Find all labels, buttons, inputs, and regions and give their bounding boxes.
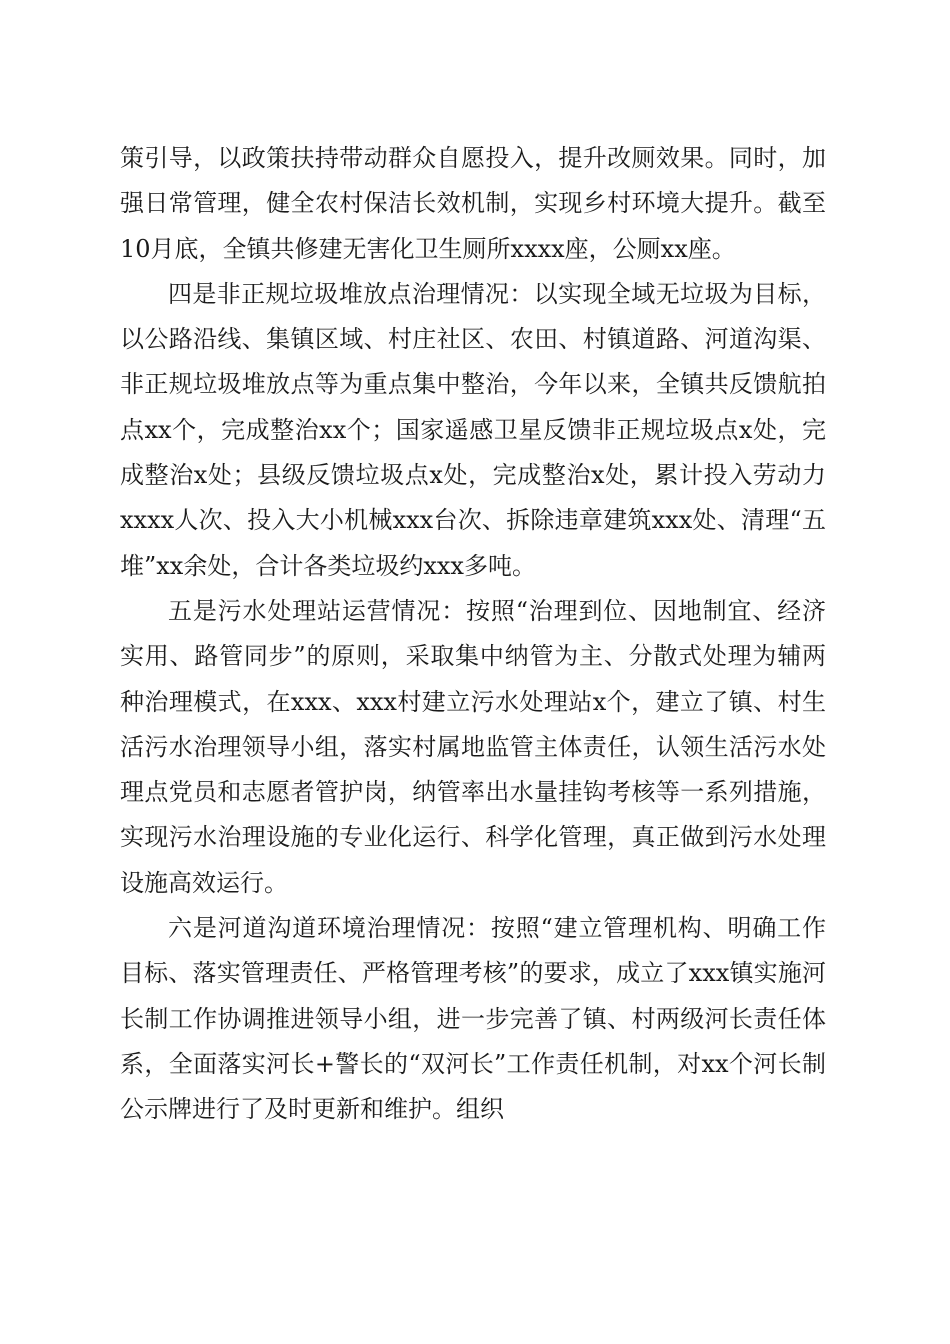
paragraph-garbage-sites: 四是非正规垃圾堆放点治理情况：以实现全域无垃圾为目标，以公路沿线、集镇区域、村庄社区、农田、村镇道路、河道沟渠、非正规垃圾堆放点等为重点集中整治，今年以来，全镇共反馈航拍点xx个，完成整治xx个；国家遥感卫星反馈非正规垃圾点x处，完成整治x处；县级反馈垃圾点x处，完成整治x处，累计投入劳动力xxxx人次、投入大小机械xxx台次、拆除违章建筑xxx处、清理“五堆”xx余处，合计各类垃圾约xxx多吨。: [120, 279, 826, 580]
document-body: [120, 136, 826, 1133]
paragraph-continuation: 策引导，以政策扶持带动群众自愿投入，提升改厕效果。同时，加强日常管理，健全农村保洁长效机制，实现乡村环境大提升。截至10月底，全镇共修建无害化卫生厕所xxxx座，公厕xx座。: [120, 144, 826, 263]
paragraph-river-channels: 六是河道沟道环境治理情况：按照“建立管理机构、明确工作目标、落实管理责任、严格管理考核”的要求，成立了xxx镇实施河长制工作协调推进领导小组，进一步完善了镇、村两级河长责任体系，全面落实河长+警长的“双河长”工作责任机制，对xx个河长制公示牌进行了及时更新和维护。组织: [120, 914, 826, 1124]
paragraph-sewage-stations: 五是污水处理站运营情况：按照“治理到位、因地制宜、经济实用、路管同步”的原则，采取集中纳管为主、分散式处理为辅两种治理模式，在xxx、xxx村建立污水处理站x个，建立了镇、村生活污水治理领导小组，落实村属地监管主体责任，认领生活污水处理点党员和志愿者管护岗，纳管率出水量挂钩考核等一系列措施，实现污水治理设施的专业化运行、科学化管理，真正做到污水处理设施高效运行。: [120, 596, 826, 897]
